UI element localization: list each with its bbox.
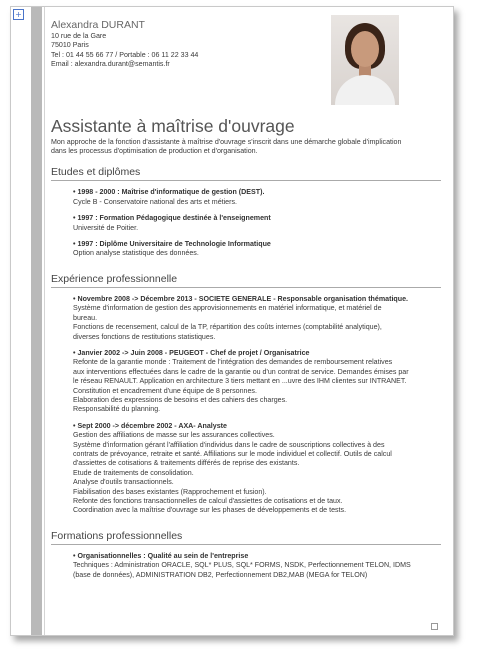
entry-line: Fiabilisation des bases existantes (Rapprochement et fusion). xyxy=(73,487,267,496)
resume-content xyxy=(51,19,441,587)
experience-entry xyxy=(73,295,441,342)
section-title-experience: Expérience professionnelle xyxy=(51,273,441,288)
experience-entry xyxy=(73,349,441,415)
entry-line: Système d'information gérant l'affiliation d'individus dans le cadre de souscriptions collectives à des xyxy=(73,440,385,449)
training-entry xyxy=(73,552,441,580)
entry-line: Etude de traitements de consolidation. xyxy=(73,468,194,477)
entry-line: Université de Poitier. xyxy=(73,223,139,232)
entry-line: Refonte de la garantie monde : Traitement de l'intégration des demandes de remboursement relatives xyxy=(73,358,393,367)
entry-line: Coordination avec la maîtrise d'ouvrage sur les phases de développements et de tests. xyxy=(73,506,347,515)
entry-line: Fonctions de recensement, calcul de la TP, répartition des coûts internes (comptabilité analytique), xyxy=(73,323,382,332)
candidate-name: Alexandra DURANT xyxy=(51,19,145,31)
entry-line: aux interventions effectuées dans le cadre de la garantie ou d'un contrat de service. Demandes émises par xyxy=(73,367,409,376)
job-title: Assistante à maîtrise d'ouvrage xyxy=(51,115,295,136)
margin-guide-line xyxy=(44,7,45,635)
contact-line: Email : alexandra.durant@semantis.fr xyxy=(51,60,170,69)
entry-head: • Organisationnelles : Qualité au sein de l'entreprise xyxy=(73,551,249,560)
entry-line: Refonte des fonctions transactionnelles de calcul d'assiettes de cotisations et de taux. xyxy=(73,497,343,505)
education-entry xyxy=(73,214,441,233)
contact-line: 10 rue de la Gare xyxy=(51,32,107,40)
entry-line: Techniques : Administration ORACLE, SQL* PLUS, SQL* FORMS, NSDK, Perfectionnement TELON, IDMS xyxy=(73,561,411,570)
entry-line: Analyse d'outils transactionnels. xyxy=(73,478,174,487)
entry-line: le réseau RENAULT. Application en architecture 3 tiers mettant en ...uvre des IHM clientes sur INTRANET. xyxy=(73,377,407,386)
entry-line: Option analyse statistique des données. xyxy=(73,249,199,258)
entry-line: (base de données), ADMINISTRATION DB2, Perfectionnement DB2,MAB (MEGA for TELON) xyxy=(73,570,368,579)
table-resize-handle-icon[interactable] xyxy=(431,623,438,630)
entry-line: Système d'information de gestion des approvisionnements en matériel informatique, et matériel de xyxy=(73,304,382,313)
experience-entry xyxy=(73,422,441,516)
entry-line: d'assiettes de cotisations & traitements différés de reprise des existants. xyxy=(73,459,300,468)
entry-line: Responsabilité du planning. xyxy=(73,405,161,414)
entry-head: • Janvier 2002 -> Juin 2008 - PEUGEOT - Chef de projet / Organisatrice xyxy=(73,348,310,357)
contact-block xyxy=(51,32,441,70)
entry-head: • Sept 2000 -> décembre 2002 - AXA- Analyste xyxy=(73,421,227,430)
entry-line: Cycle B - Conservatoire national des arts et métiers. xyxy=(73,197,238,206)
education-entry xyxy=(73,240,441,259)
table-move-handle-icon[interactable]: + xyxy=(13,9,24,20)
entry-line: Gestion des affiliations de masse sur les assurances collectives. xyxy=(73,431,275,440)
entry-head: • Novembre 2008 -> Décembre 2013 - SOCIETE GENERALE - Responsable organisation thématique. xyxy=(73,294,409,303)
entry-head: • 1997 : Diplôme Universitaire de Technologie Informatique xyxy=(73,240,271,249)
document-page xyxy=(10,6,454,636)
contact-line: Tel : 01 44 55 66 77 / Portable : 06 11 22 33 44 xyxy=(51,50,199,59)
section-title-training: Formations professionnelles xyxy=(51,530,441,545)
entry-head: • 1998 - 2000 : Maîtrise d'informatique de gestion (DEST). xyxy=(73,188,265,197)
section-title-education: Etudes et diplômes xyxy=(51,166,441,181)
left-margin-bar xyxy=(31,7,42,635)
entry-line: Elaboration des expressions de besoins et des cahiers des charges. xyxy=(73,395,288,404)
entry-line: diverses fonctions de restitutions statistiques. xyxy=(73,332,216,341)
entry-line: bureau. xyxy=(73,313,98,322)
entry-line: Constitution et encadrement d'une équipe de 8 personnes. xyxy=(73,386,257,395)
entry-line: contrats de prévoyance, retraite et santé. Affiliations sur le mode individuel et collectif. Outils de calcul xyxy=(73,449,392,458)
entry-head: • 1997 : Formation Pédagogique destinée à l'enseignement xyxy=(73,214,271,223)
profile-summary: Mon approche de la fonction d'assistante à maîtrise d'ouvrage s'inscrit dans une démarche globale d'implication dans les processus d'optimisation de production et d'organisation. xyxy=(51,137,402,156)
education-entry xyxy=(73,188,441,207)
contact-line: 75010 Paris xyxy=(51,41,89,50)
